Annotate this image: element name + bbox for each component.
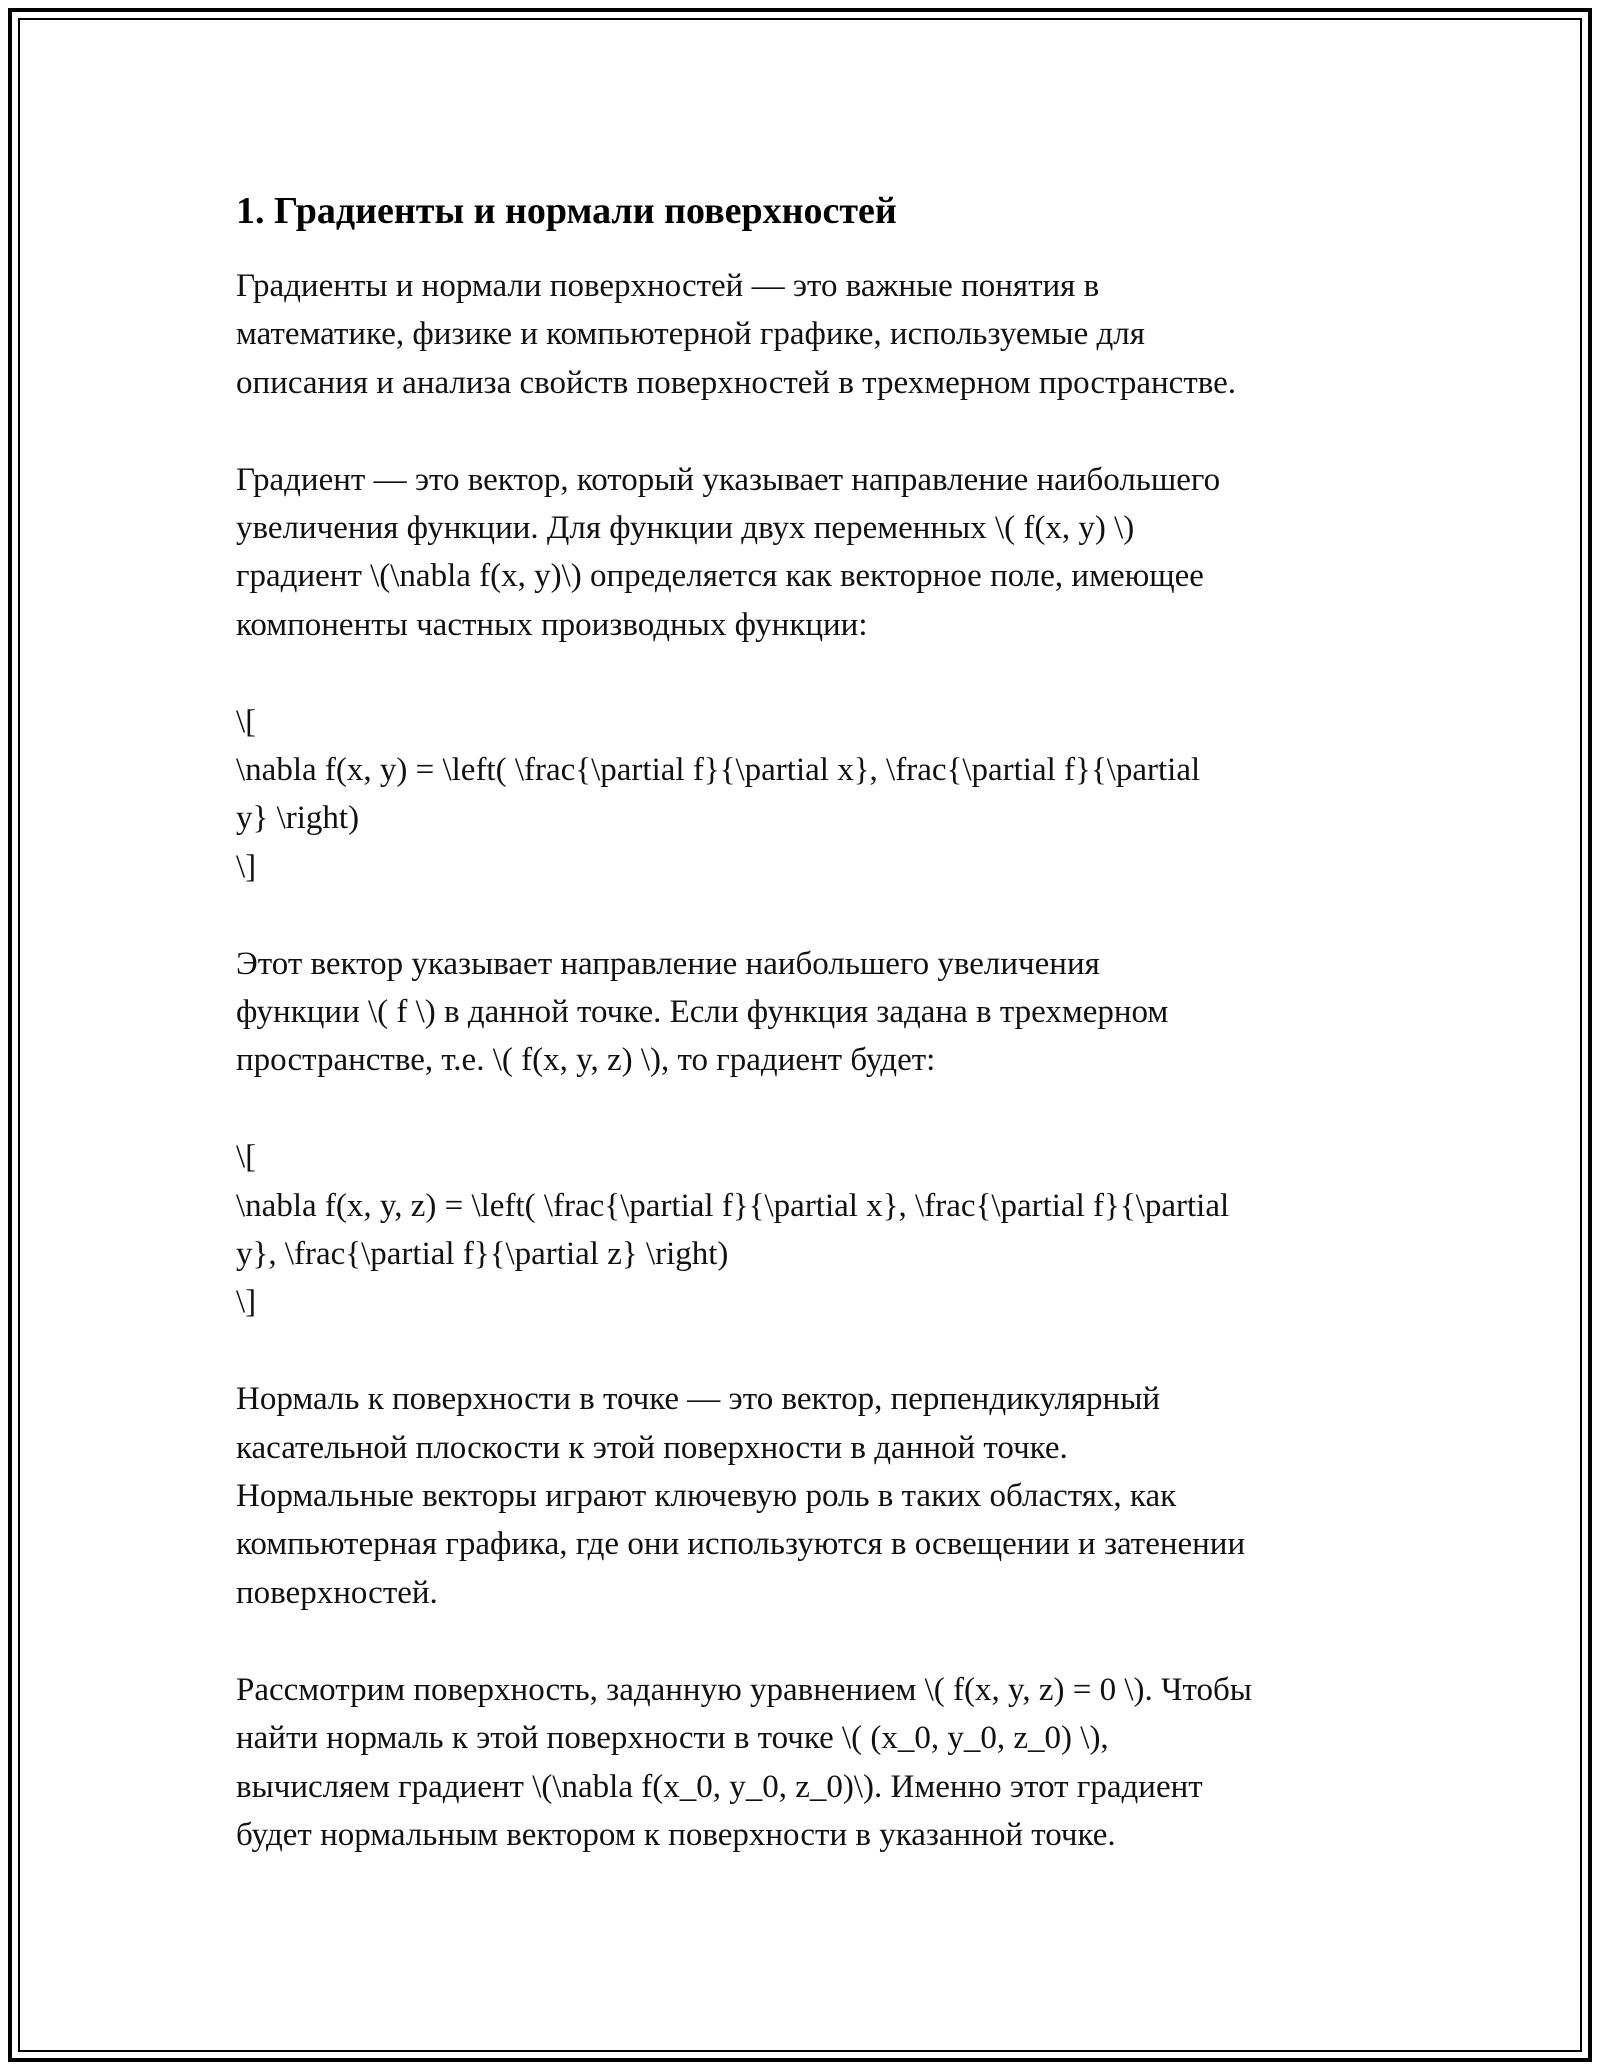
paragraph-spacer — [236, 1327, 1386, 1375]
document-body — [236, 186, 1386, 1859]
gradient-3d-formula: \[ \nabla f(x, y, z) = \left( \frac{\partial f}{\partial x}, \frac{\partial f}{\partial y}, \frac{\partial f}{\partial z} \right) \] — [236, 1139, 1230, 1321]
paragraph-spacer — [236, 649, 1386, 697]
normal-computation-paragraph: Рассмотрим поверхность, заданную уравнением \( f(x, y, z) = 0 \). Чтобы найти нормаль к этой поверхности в точке \( (x_0, y_0, z_0) \), вычисляем градиент \(\nabla f(x_0, y_0, z_0)\). Именно этот градиент будет нормальным вектором к поверхности в указанной точке. — [236, 1671, 1252, 1853]
surface-normal-paragraph: Нормаль к поверхности в точке — это вектор, перпендикулярный касательной плоскости к этой поверхности в данной точке. Нормальные векторы играют ключевую роль в таких областях, как компьютерная графика, где они используются в освещении и затенении поверхностей. — [236, 1381, 1246, 1611]
gradient-3d-intro-paragraph: Этот вектор указывает направление наибольшего увеличения функции \( f \) в данной точке. Если функция задана в трехмерном пространстве, т.е. \( f(x, y, z) \), то градиент будет: — [236, 945, 1169, 1079]
intro-paragraph: Градиенты и нормали поверхностей — это важные понятия в математике, физике и компьютерной графике, используемые для описания и анализа свойств поверхностей в трехмерном пространстве. — [236, 268, 1237, 401]
paragraph-spacer — [236, 891, 1386, 939]
paragraph-spacer — [236, 1617, 1386, 1665]
section-heading: 1. Градиенты и нормали поверхностей — [236, 190, 897, 232]
paragraph-spacer — [236, 1085, 1386, 1133]
gradient-definition-paragraph: Градиент — это вектор, который указывает направление наибольшего увеличения функции. Для функции двух переменных \( f(x, y) \) градиент \(\nabla f(x, y)\) определяется как векторное поле, имеющее компоненты частных производных функции: — [236, 461, 1221, 643]
gradient-2d-formula: \[ \nabla f(x, y) = \left( \frac{\partial f}{\partial x}, \frac{\partial f}{\partial y} \right) \] — [236, 703, 1201, 885]
paragraph-spacer — [236, 407, 1386, 455]
